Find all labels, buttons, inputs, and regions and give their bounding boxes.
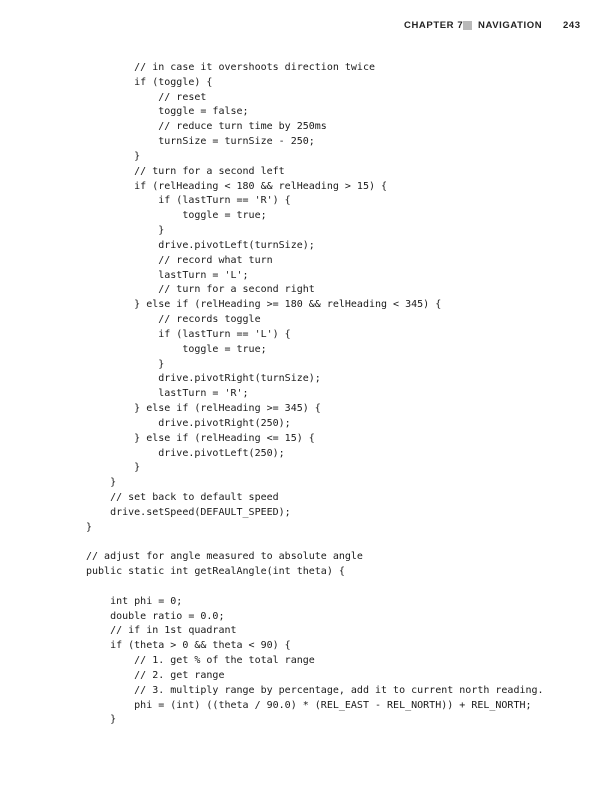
code-line: drive.pivotRight(250); (86, 417, 291, 429)
code-line: // reset (86, 91, 207, 103)
code-line: } (86, 521, 93, 533)
code-line: public static int getRealAngle(int theta) { (86, 566, 345, 578)
code-line: drive.pivotLeft(turnSize); (86, 239, 315, 251)
code-line (86, 536, 544, 551)
code-line: if (theta > 0 && theta < 90) { (86, 640, 291, 652)
code-line: double ratio = 0.0; (86, 610, 225, 622)
code-line: // in case it overshoots direction twice (86, 62, 375, 73)
code-line: drive.setSpeed(DEFAULT_SPEED); (86, 506, 291, 518)
section-title: NAVIGATION (478, 20, 543, 31)
code-line (86, 580, 544, 595)
code-line: toggle = false; (86, 106, 249, 118)
code-line: // 1. get % of the total range (86, 655, 315, 667)
code-line: lastTurn = 'L'; (86, 269, 249, 281)
code-line: drive.pivotLeft(250); (86, 447, 285, 459)
code-line: if (lastTurn == 'L') { (86, 328, 291, 340)
code-line: } else if (relHeading <= 15) { (86, 432, 315, 444)
code-line: // adjust for angle measured to absolute angle (86, 551, 363, 563)
code-line: } else if (relHeading >= 180 && relHeading < 345) { (86, 299, 442, 311)
code-line: turnSize = turnSize - 250; (86, 136, 315, 148)
code-line: lastTurn = 'R'; (86, 388, 249, 400)
code-line: } (86, 477, 117, 489)
code-listing (86, 61, 544, 728)
code-line: // reduce turn time by 250ms (86, 121, 327, 133)
header-separator-square (463, 21, 472, 30)
code-line: // record what turn (86, 254, 273, 266)
running-header (0, 18, 598, 34)
code-line: toggle = true; (86, 343, 267, 355)
code-line: if (toggle) { (86, 76, 213, 88)
code-line: // set back to default speed (86, 492, 279, 504)
code-line: drive.pivotRight(turnSize); (86, 373, 321, 385)
code-line: } (86, 358, 165, 370)
code-line: int phi = 0; (86, 595, 183, 607)
code-line: } (86, 150, 141, 162)
chapter-label: CHAPTER 7 (404, 20, 464, 31)
code-line: phi = (int) ((theta / 90.0) * (REL_EAST - REL_NORTH)) + REL_NORTH; (86, 699, 532, 711)
code-line: // if in 1st quadrant (86, 625, 237, 637)
code-line: if (lastTurn == 'R') { (86, 195, 291, 207)
code-line: // turn for a second right (86, 284, 315, 296)
code-line: if (relHeading < 180 && relHeading > 15) { (86, 180, 388, 192)
code-line: // 2. get range (86, 669, 225, 681)
code-line: // turn for a second left (86, 165, 285, 177)
code-line: } (86, 714, 117, 726)
code-line: } (86, 225, 165, 237)
code-line: } (86, 462, 141, 474)
page-number: 243 (563, 20, 581, 31)
code-line: toggle = true; (86, 210, 267, 222)
code-line: // 3. multiply range by percentage, add it to current north reading. (86, 684, 544, 696)
code-line: // records toggle (86, 314, 261, 326)
code-line: } else if (relHeading >= 345) { (86, 403, 321, 415)
